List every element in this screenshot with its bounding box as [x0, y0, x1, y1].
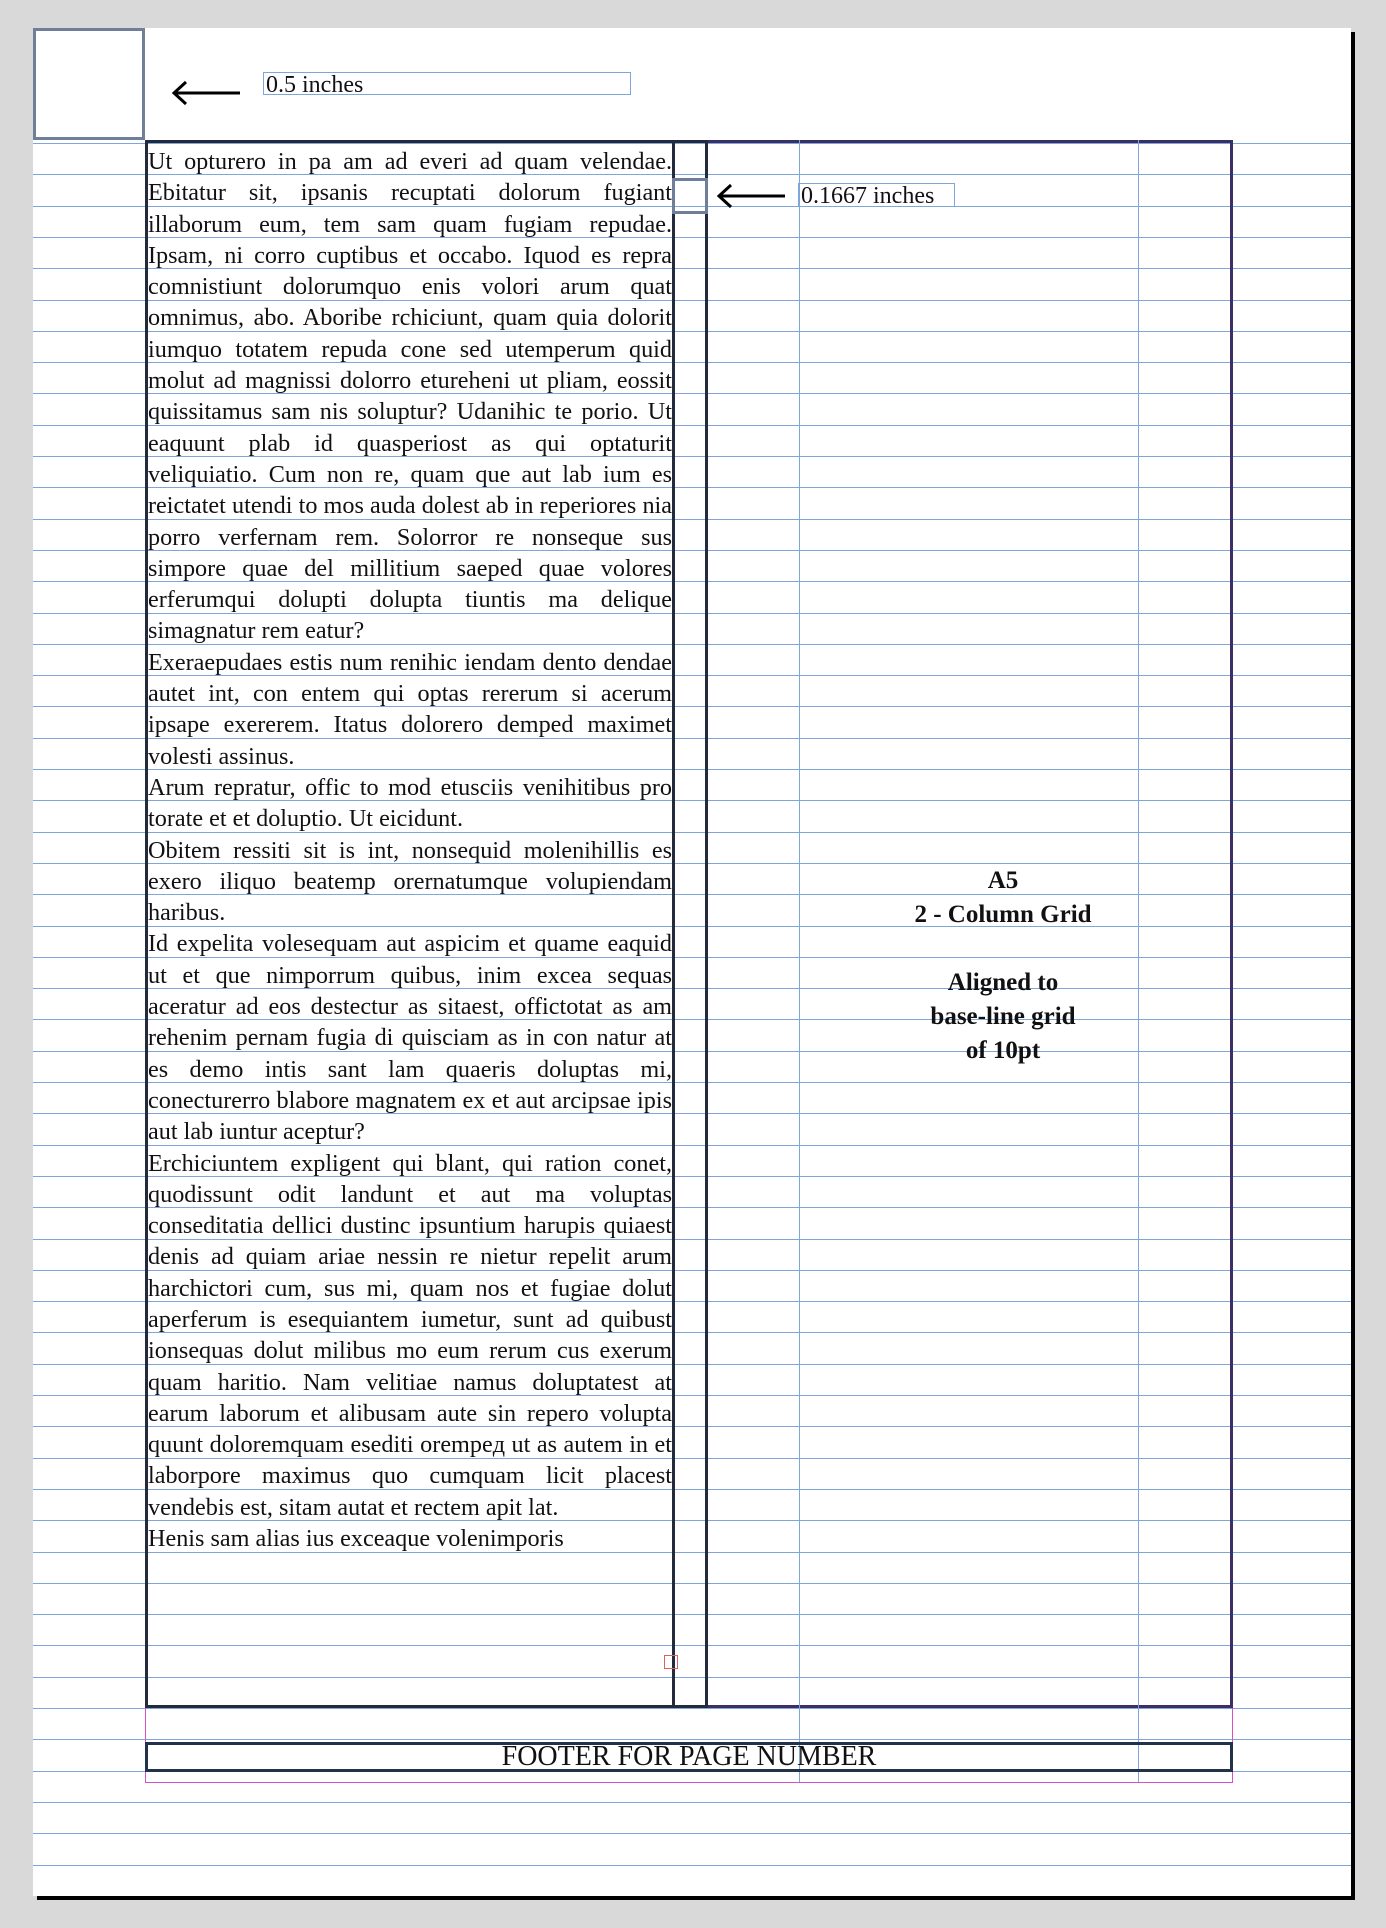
body-paragraph: Exeraepudaes estis num renihic iendam dento dendae autet int, con entem qui optas rererum si acerum ipsape exererem. Itatus dolorero demped maximet volesti assinus.: [148, 648, 672, 770]
body-paragraph: Obitem ressiti sit is int, nonsequid molenihillis es exero iliquo beatemp orernatumque volupiendam haribus.: [148, 836, 672, 927]
body-paragraph: Id expelita volesequam aut aspicim et quame eaquid ut et que nimporrum quibus, inim excea sequas aceratur ad eos destectur as sitaest, offictotat as am rehenim pernam fugia di quisciam as in con natur at es demo intis sant lam quaeris doluptas mi, conecturerro blabore magnatem ex et aut arcipsae ipis aut lab iuntur aceptur?: [148, 930, 672, 1146]
left-column-text: [148, 146, 672, 1716]
info-grid-type: 2 - Column Grid: [914, 901, 1092, 928]
info-size: A5: [987, 867, 1019, 894]
body-paragraph: Henis sam alias ius exceaque volenimporis: [148, 1525, 564, 1553]
left-arrow-icon: [715, 183, 787, 209]
baseline-grid-line: [33, 1833, 1351, 1834]
column-guide-left: [799, 140, 800, 1782]
footer-text-frame: FOOTER FOR PAGE NUMBER: [145, 1742, 1233, 1772]
margin-measure-label: 0.5 inches: [263, 72, 631, 95]
document-page: [33, 28, 1351, 1896]
grid-info-panel: [813, 864, 1193, 1068]
info-baseline: base-line grid: [930, 1003, 1076, 1030]
gutter-frame: [672, 140, 708, 1708]
body-paragraph: Erchiciuntem expligent qui blant, qui ration conet, quodissunt odit landunt et aut ma voluptas conseditatia dellici dustinc ipsuntium harupis quiaest denis ad quiam ariae nessin re nietur repelit arum harchictori cum, sus mi, quam nos et fugiae dolut aperferum is esequiantem iumetur, sunt ad quibust ionsequas dolut milibus mo eum rerum cus exerum quam haritio. Nam velitiae namus doluptatest at earum laborum et alibusam aute sin repero volupta quunt doloremquam esediti orempeд ut as autem in et laborpore maximus quo cumquam licit placest vendebis est, sitam autat et rectem apit lat.: [148, 1149, 672, 1521]
baseline-grid-line: [33, 1802, 1351, 1803]
gutter-measure-label: 0.1667 inches: [798, 183, 955, 207]
baseline-grid-line: [33, 1865, 1351, 1866]
info-aligned: Aligned to: [947, 969, 1059, 996]
margin-indicator-box: [33, 28, 145, 140]
gutter-indicator-box: [672, 178, 708, 214]
body-paragraph: Arum repratur, offic to mod etusciis venihitibus pro torate et et doluptio. Ut eicidunt.: [148, 773, 672, 833]
left-arrow-icon: [170, 80, 242, 106]
body-paragraph: Ut opturero in pa am ad everi ad quam velendae. Ebitatur sit, ipsanis recuptati dolorum fugiant illaborum eum, tem sam quam fugiam repudae. Ipsam, ni corro cuptibus et occabo. Iquod es repra comnistiunt dolorumquo enis volori arum quat omnimus, abo. Aboribe rchiciunt, quam quia dolorit iumquo totatem repuda cone sed utemperum quid molut ad magnissi dolorro etureheni ut pliam, eossit quissitamus sam nis soluptur? Udanihic te porio. Ut eaquunt plab id quasperiost as qui optaturit veliquiatio. Cum non re, quam que aut lab ium es reictatet utendi to mos auda dolest ab in reperiores nia porro verfernam rem. Solorror re nonseque sus simpore quae del millitium saeped quae volores erferumqui dolupti dolupta tiuntis ma delique simagnatur rem eatur?: [148, 148, 672, 645]
text-overflow-icon[interactable]: [664, 1655, 678, 1669]
info-size-pt: of 10pt: [965, 1037, 1041, 1064]
